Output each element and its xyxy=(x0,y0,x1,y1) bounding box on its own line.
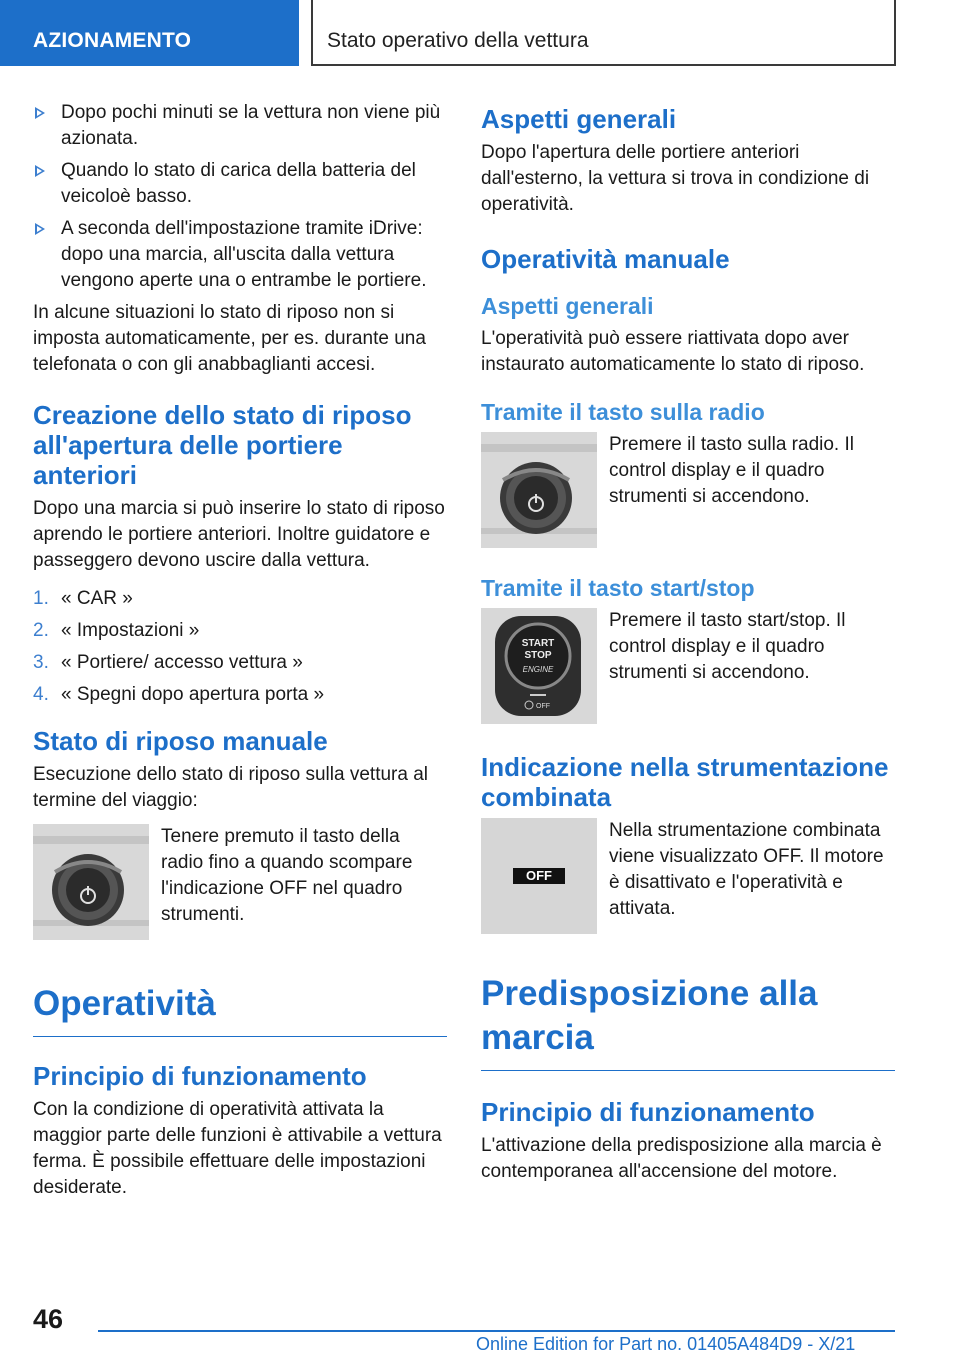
step-item: 4. « Spegni dopo apertura porta » xyxy=(33,684,325,705)
radio-knob-image xyxy=(481,432,597,548)
heading-operativita: Operatività xyxy=(33,982,447,1037)
start-stop-icon xyxy=(481,608,597,724)
figure-row xyxy=(33,824,447,940)
chapter-title: Stato operativo della vettura xyxy=(311,0,896,66)
heading-indicazione: Indicazione nella strumentazione combinata xyxy=(481,752,889,812)
figure-row xyxy=(481,432,895,548)
figure-caption: Nella strumentazione combinata viene visualizzato OFF. Il motore è disattivato e l'operatività e attivata. xyxy=(609,820,884,919)
off-indicator-image xyxy=(481,818,597,934)
section-tab: AZIONAMENTO xyxy=(0,0,299,66)
figure-row xyxy=(481,608,895,724)
paragraph: Esecuzione dello stato di riposo sulla vettura al termine del viaggio: xyxy=(33,764,429,811)
paragraph: Con la condizione di operatività attivata la maggior parte delle funzioni è attivabile a vettura ferma. È possibile effettuare delle impostazioni desiderate. xyxy=(33,1099,442,1198)
heading-principio: Principio di funzionamento xyxy=(33,1061,367,1091)
power-knob-icon xyxy=(33,824,149,940)
step-item: 3. « Portiere/ accesso vettura » xyxy=(33,652,303,673)
bullet-item: Dopo pochi minuti se la vettura non viene più azionata. xyxy=(33,100,447,152)
paragraph: In alcune situazioni lo stato di riposo non si imposta automaticamente, per es. durante una telefonata o con gli anabbaglianti accesi. xyxy=(33,302,426,375)
off-label: OFF xyxy=(536,703,550,710)
paragraph: Dopo una marcia si può inserire lo stato di riposo aprendo le portiere anteriori. Inoltre guidatore e passeggero devono uscire dalla vettura. xyxy=(33,498,445,571)
triangle-bullet-icon xyxy=(35,107,45,119)
engine-label: ENGINE xyxy=(522,665,554,674)
heading-stato-manuale: Stato di riposo manuale xyxy=(33,726,328,756)
figure-caption: Premere il tasto start/stop. Il control display e il quadro strumenti si accendono. xyxy=(609,610,846,683)
heading-predisposizione: Predisposizione alla marcia xyxy=(481,972,895,1071)
heading-tasto-startstop: Tramite il tasto start/stop xyxy=(481,575,755,601)
step-item: 1. « CAR » xyxy=(33,588,133,609)
bullet-item: A seconda dell'impostazione tramite iDrive: dopo una marcia, all'uscita dalla vettura vengono aperte una o entrambe le portiere. xyxy=(33,216,447,294)
heading-tasto-radio: Tramite il tasto sulla radio xyxy=(481,399,765,425)
triangle-bullet-icon xyxy=(35,223,45,235)
heading-aspetti: Aspetti generali xyxy=(481,104,677,134)
paragraph: L'operatività può essere riattivata dopo aver instaurato automaticamente lo stato di riposo. xyxy=(481,328,865,375)
stop-label: STOP xyxy=(524,650,552,661)
figure-caption: Premere il tasto sulla radio. Il control display e il quadro strumenti si accendono. xyxy=(609,434,854,507)
bullet-item: Quando lo stato di carica della batteria del veicoloè basso. xyxy=(33,158,447,210)
edition-link[interactable]: Online Edition for Part no. 01405A484D9 - X/21 xyxy=(476,1334,856,1354)
footer-divider xyxy=(98,1330,895,1332)
figure-caption: Tenere premuto il tasto della radio fino a quando scompare l'indicazione OFF nel quadro strumenti. xyxy=(161,826,413,925)
steps-list xyxy=(33,586,447,708)
paragraph: Dopo l'apertura delle portiere anteriori dall'esterno, la vettura si trova in condizione di operatività. xyxy=(481,142,870,215)
page-number: 46 xyxy=(33,1304,64,1334)
heading-operativita-manuale: Operatività manuale xyxy=(481,244,730,274)
right-column xyxy=(481,100,895,1185)
power-knob-icon xyxy=(481,432,597,548)
figure-row xyxy=(481,818,895,934)
paragraph: L'attivazione della predisposizione alla marcia è contemporanea all'accensione del motore. xyxy=(481,1135,882,1182)
radio-knob-image xyxy=(33,824,149,940)
heading-aspetti-generali: Aspetti generali xyxy=(481,293,654,319)
heading-creazione: Creazione dello stato di riposo all'apertura delle portiere anteriori xyxy=(33,400,412,490)
step-item: 2. « Impostazioni » xyxy=(33,620,200,641)
start-stop-button-image xyxy=(481,608,597,724)
triangle-bullet-icon xyxy=(35,165,45,177)
off-indicator-label: OFF xyxy=(513,868,565,884)
start-label: START xyxy=(521,638,555,649)
left-column xyxy=(33,100,447,1201)
heading-principio-2: Principio di funzionamento xyxy=(481,1097,815,1127)
